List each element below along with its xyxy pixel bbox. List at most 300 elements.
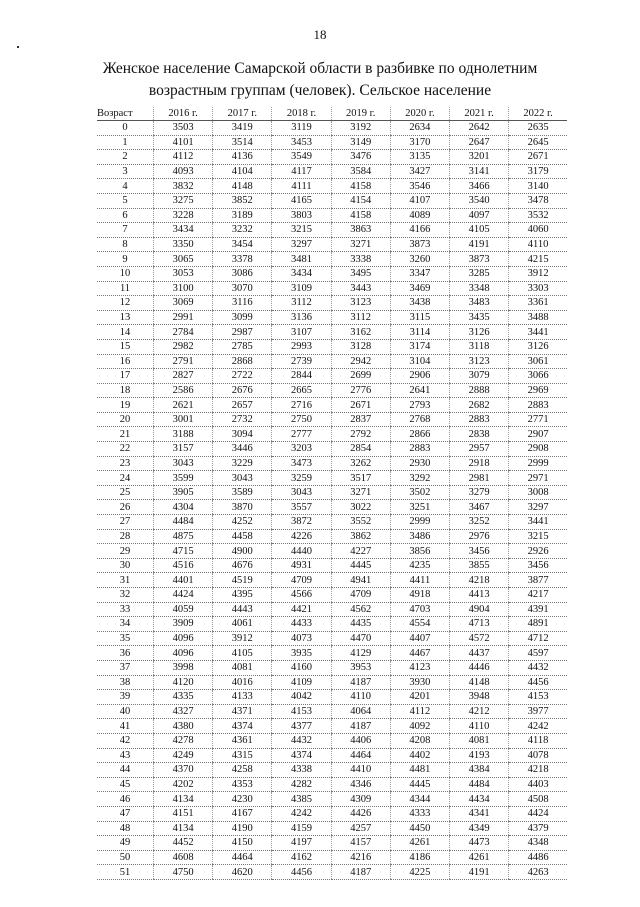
value-cell: 4941 — [331, 573, 390, 588]
value-cell: 2732 — [213, 412, 272, 427]
value-cell: 2981 — [450, 471, 509, 486]
value-cell: 2739 — [272, 354, 331, 369]
value-cell: 4187 — [331, 865, 390, 880]
value-cell: 3061 — [509, 354, 567, 369]
value-cell: 4218 — [509, 763, 567, 778]
column-header: 2018 г. — [272, 107, 331, 121]
value-cell: 3174 — [390, 339, 449, 354]
value-cell: 4092 — [390, 719, 449, 734]
value-cell: 3546 — [390, 179, 449, 194]
value-cell: 4712 — [509, 631, 567, 646]
value-cell: 4190 — [213, 821, 272, 836]
value-cell: 4572 — [450, 631, 509, 646]
page-number: 18 — [313, 27, 327, 42]
age-cell: 5 — [97, 193, 154, 208]
value-cell: 4435 — [331, 617, 390, 632]
column-header: 2022 г. — [509, 107, 567, 121]
value-cell: 4918 — [390, 588, 449, 603]
age-cell: 43 — [97, 748, 154, 763]
value-cell: 4105 — [213, 646, 272, 661]
value-cell: 3456 — [450, 544, 509, 559]
value-cell: 3557 — [272, 500, 331, 515]
value-cell: 3361 — [509, 296, 567, 311]
value-cell: 2777 — [272, 427, 331, 442]
value-cell: 4097 — [450, 208, 509, 223]
value-cell: 3852 — [213, 193, 272, 208]
value-cell: 2768 — [390, 412, 449, 427]
value-cell: 4212 — [450, 704, 509, 719]
value-cell: 4370 — [154, 763, 213, 778]
value-cell: 3112 — [272, 296, 331, 311]
table-row — [97, 529, 567, 544]
value-cell: 3094 — [213, 427, 272, 442]
value-cell: 4433 — [272, 617, 331, 632]
value-cell: 4440 — [272, 544, 331, 559]
age-cell: 34 — [97, 617, 154, 632]
value-cell: 4105 — [450, 223, 509, 238]
value-cell: 4456 — [272, 865, 331, 880]
value-cell: 3114 — [390, 325, 449, 340]
table-row — [97, 266, 567, 281]
value-cell: 4153 — [509, 690, 567, 705]
value-cell: 4597 — [509, 646, 567, 661]
value-cell: 3118 — [450, 339, 509, 354]
value-cell: 4349 — [450, 821, 509, 836]
value-cell: 3517 — [331, 471, 390, 486]
value-cell: 3503 — [154, 121, 213, 136]
value-cell: 4407 — [390, 631, 449, 646]
age-cell: 26 — [97, 500, 154, 515]
value-cell: 3912 — [213, 631, 272, 646]
value-cell: 4900 — [213, 544, 272, 559]
value-cell: 3473 — [272, 456, 331, 471]
table-row — [97, 719, 567, 734]
age-cell: 25 — [97, 485, 154, 500]
value-cell: 2987 — [213, 325, 272, 340]
table-row — [97, 485, 567, 500]
value-cell: 2957 — [450, 442, 509, 457]
table-row — [97, 792, 567, 807]
table-body — [97, 121, 567, 880]
age-cell: 14 — [97, 325, 154, 340]
table-row — [97, 179, 567, 194]
value-cell: 4158 — [331, 208, 390, 223]
table-row — [97, 237, 567, 252]
value-cell: 4153 — [272, 704, 331, 719]
table-row — [97, 660, 567, 675]
age-cell: 27 — [97, 515, 154, 530]
value-cell: 2793 — [390, 398, 449, 413]
value-cell: 4193 — [450, 748, 509, 763]
value-cell: 4160 — [272, 660, 331, 675]
value-cell: 3453 — [272, 135, 331, 150]
age-cell: 16 — [97, 354, 154, 369]
value-cell: 4201 — [390, 690, 449, 705]
value-cell: 4371 — [213, 704, 272, 719]
value-cell: 2699 — [331, 369, 390, 384]
age-cell: 42 — [97, 733, 154, 748]
value-cell: 3126 — [509, 339, 567, 354]
age-cell: 9 — [97, 252, 154, 267]
value-cell: 3599 — [154, 471, 213, 486]
value-cell: 4421 — [272, 602, 331, 617]
value-cell: 4464 — [331, 748, 390, 763]
value-cell: 4078 — [509, 748, 567, 763]
value-cell: 4060 — [509, 223, 567, 238]
value-cell: 4226 — [272, 529, 331, 544]
value-cell: 4406 — [331, 733, 390, 748]
value-cell: 4411 — [390, 573, 449, 588]
value-cell: 3251 — [390, 500, 449, 515]
value-cell: 4348 — [509, 836, 567, 851]
value-cell: 3066 — [509, 369, 567, 384]
value-cell: 2993 — [272, 339, 331, 354]
value-cell: 2785 — [213, 339, 272, 354]
table-row — [97, 865, 567, 880]
value-cell: 3502 — [390, 485, 449, 500]
value-cell: 2784 — [154, 325, 213, 340]
value-cell: 3456 — [509, 558, 567, 573]
value-cell: 3252 — [450, 515, 509, 530]
value-cell: 4338 — [272, 763, 331, 778]
value-cell: 2671 — [509, 150, 567, 165]
value-cell: 4218 — [450, 573, 509, 588]
table-row — [97, 544, 567, 559]
value-cell: 3119 — [272, 121, 331, 136]
value-cell: 4304 — [154, 500, 213, 515]
value-cell: 3441 — [509, 515, 567, 530]
value-cell: 4110 — [509, 237, 567, 252]
table-row — [97, 412, 567, 427]
value-cell: 4257 — [331, 821, 390, 836]
value-cell: 3584 — [331, 164, 390, 179]
value-cell: 4403 — [509, 777, 567, 792]
value-cell: 4093 — [154, 164, 213, 179]
value-cell: 4437 — [450, 646, 509, 661]
value-cell: 2827 — [154, 369, 213, 384]
value-cell: 3481 — [272, 252, 331, 267]
value-cell: 4391 — [509, 602, 567, 617]
value-cell: 3228 — [154, 208, 213, 223]
value-cell: 3909 — [154, 617, 213, 632]
table-row — [97, 442, 567, 457]
value-cell: 4473 — [450, 836, 509, 851]
value-cell: 3912 — [509, 266, 567, 281]
value-cell: 4715 — [154, 544, 213, 559]
value-cell: 3116 — [213, 296, 272, 311]
value-cell: 4191 — [450, 237, 509, 252]
table-row — [97, 339, 567, 354]
value-cell: 4118 — [509, 733, 567, 748]
value-cell: 3441 — [509, 325, 567, 340]
value-cell: 4159 — [272, 821, 331, 836]
age-cell: 30 — [97, 558, 154, 573]
value-cell: 4346 — [331, 777, 390, 792]
value-cell: 2750 — [272, 412, 331, 427]
value-cell: 4486 — [509, 850, 567, 865]
table-row — [97, 558, 567, 573]
age-cell: 44 — [97, 763, 154, 778]
value-cell: 3483 — [450, 296, 509, 311]
value-cell: 2647 — [450, 135, 509, 150]
value-cell: 4215 — [509, 252, 567, 267]
value-cell: 2722 — [213, 369, 272, 384]
age-cell: 28 — [97, 529, 154, 544]
value-cell: 4064 — [331, 704, 390, 719]
table-row — [97, 646, 567, 661]
value-cell: 3514 — [213, 135, 272, 150]
value-cell: 3446 — [213, 442, 272, 457]
value-cell: 3285 — [450, 266, 509, 281]
value-cell: 4249 — [154, 748, 213, 763]
value-cell: 3873 — [390, 237, 449, 252]
value-cell: 2634 — [390, 121, 449, 136]
value-cell: 3203 — [272, 442, 331, 457]
value-cell: 3115 — [390, 310, 449, 325]
value-cell: 3170 — [390, 135, 449, 150]
value-cell: 4134 — [154, 821, 213, 836]
value-cell: 2671 — [331, 398, 390, 413]
age-cell: 19 — [97, 398, 154, 413]
value-cell: 4278 — [154, 733, 213, 748]
value-cell: 4158 — [331, 179, 390, 194]
value-cell: 2641 — [390, 383, 449, 398]
age-cell: 41 — [97, 719, 154, 734]
value-cell: 4413 — [450, 588, 509, 603]
table-row — [97, 135, 567, 150]
value-cell: 2854 — [331, 442, 390, 457]
value-cell: 2866 — [390, 427, 449, 442]
value-cell: 4709 — [331, 588, 390, 603]
value-cell: 4377 — [272, 719, 331, 734]
value-cell: 4258 — [213, 763, 272, 778]
age-cell: 38 — [97, 675, 154, 690]
age-cell: 23 — [97, 456, 154, 471]
age-cell: 50 — [97, 850, 154, 865]
value-cell: 4891 — [509, 617, 567, 632]
table-row — [97, 602, 567, 617]
value-cell: 3100 — [154, 281, 213, 296]
value-cell: 4089 — [390, 208, 449, 223]
value-cell: 4374 — [213, 719, 272, 734]
value-cell: 4148 — [450, 675, 509, 690]
value-cell: 4261 — [390, 836, 449, 851]
value-cell: 4402 — [390, 748, 449, 763]
value-cell: 3008 — [509, 485, 567, 500]
value-cell: 3232 — [213, 223, 272, 238]
value-cell: 3443 — [331, 281, 390, 296]
value-cell: 4458 — [213, 529, 272, 544]
value-cell: 4162 — [272, 850, 331, 865]
table-row — [97, 223, 567, 238]
value-cell: 3378 — [213, 252, 272, 267]
value-cell: 4470 — [331, 631, 390, 646]
value-cell: 3905 — [154, 485, 213, 500]
value-cell: 4620 — [213, 865, 272, 880]
value-cell: 2838 — [450, 427, 509, 442]
value-cell: 4208 — [390, 733, 449, 748]
table-row — [97, 763, 567, 778]
value-cell: 2791 — [154, 354, 213, 369]
table-header-row — [97, 107, 567, 121]
value-cell: 2837 — [331, 412, 390, 427]
value-cell: 2883 — [509, 398, 567, 413]
value-cell: 3953 — [331, 660, 390, 675]
age-cell: 35 — [97, 631, 154, 646]
value-cell: 2883 — [390, 442, 449, 457]
value-cell: 3069 — [154, 296, 213, 311]
table-row — [97, 573, 567, 588]
value-cell: 4227 — [331, 544, 390, 559]
value-cell: 3552 — [331, 515, 390, 530]
value-cell: 2908 — [509, 442, 567, 457]
value-cell: 2907 — [509, 427, 567, 442]
value-cell: 3877 — [509, 573, 567, 588]
value-cell: 2635 — [509, 121, 567, 136]
value-cell: 3486 — [390, 529, 449, 544]
age-cell: 36 — [97, 646, 154, 661]
value-cell: 4109 — [272, 675, 331, 690]
age-cell: 15 — [97, 339, 154, 354]
value-cell: 3262 — [331, 456, 390, 471]
value-cell: 3215 — [509, 529, 567, 544]
value-cell: 4445 — [331, 558, 390, 573]
value-cell: 4432 — [272, 733, 331, 748]
age-cell: 37 — [97, 660, 154, 675]
value-cell: 3297 — [272, 237, 331, 252]
age-cell: 20 — [97, 412, 154, 427]
value-cell: 2930 — [390, 456, 449, 471]
column-header: Возраст — [97, 107, 154, 121]
value-cell: 2926 — [509, 544, 567, 559]
value-cell: 3275 — [154, 193, 213, 208]
value-cell: 3001 — [154, 412, 213, 427]
value-cell: 3435 — [450, 310, 509, 325]
table-row — [97, 836, 567, 851]
value-cell: 4104 — [213, 164, 272, 179]
value-cell: 4191 — [450, 865, 509, 880]
value-cell: 2969 — [509, 383, 567, 398]
value-cell: 3126 — [450, 325, 509, 340]
age-cell: 32 — [97, 588, 154, 603]
value-cell: 3179 — [509, 164, 567, 179]
table-row — [97, 150, 567, 165]
value-cell: 4384 — [450, 763, 509, 778]
age-cell: 18 — [97, 383, 154, 398]
value-cell: 4353 — [213, 777, 272, 792]
value-cell: 4101 — [154, 135, 213, 150]
value-cell: 2776 — [331, 383, 390, 398]
value-cell: 3136 — [272, 310, 331, 325]
value-cell: 4167 — [213, 806, 272, 821]
age-cell: 6 — [97, 208, 154, 223]
value-cell: 4225 — [390, 865, 449, 880]
value-cell: 4216 — [331, 850, 390, 865]
value-cell: 4703 — [390, 602, 449, 617]
column-header: 2021 г. — [450, 107, 509, 121]
value-cell: 3347 — [390, 266, 449, 281]
value-cell: 3229 — [213, 456, 272, 471]
value-cell: 3873 — [450, 252, 509, 267]
value-cell: 3862 — [331, 529, 390, 544]
value-cell: 4432 — [509, 660, 567, 675]
value-cell: 3863 — [331, 223, 390, 238]
value-cell: 3070 — [213, 281, 272, 296]
value-cell: 4187 — [331, 719, 390, 734]
table-row — [97, 515, 567, 530]
table-row — [97, 281, 567, 296]
value-cell: 3488 — [509, 310, 567, 325]
value-cell: 3872 — [272, 515, 331, 530]
value-cell: 4333 — [390, 806, 449, 821]
table-row — [97, 690, 567, 705]
age-cell: 17 — [97, 369, 154, 384]
value-cell: 3279 — [450, 485, 509, 500]
value-cell: 3549 — [272, 150, 331, 165]
age-cell: 39 — [97, 690, 154, 705]
value-cell: 2682 — [450, 398, 509, 413]
value-cell: 3338 — [331, 252, 390, 267]
value-cell: 4443 — [213, 602, 272, 617]
age-cell: 12 — [97, 296, 154, 311]
table-row — [97, 369, 567, 384]
value-cell: 4186 — [390, 850, 449, 865]
value-cell: 4344 — [390, 792, 449, 807]
value-cell: 3998 — [154, 660, 213, 675]
value-cell: 4202 — [154, 777, 213, 792]
value-cell: 3855 — [450, 558, 509, 573]
table-row — [97, 121, 567, 136]
value-cell: 4309 — [331, 792, 390, 807]
table-row — [97, 500, 567, 515]
value-cell: 2792 — [331, 427, 390, 442]
age-cell: 40 — [97, 704, 154, 719]
table-row — [97, 821, 567, 836]
value-cell: 3099 — [213, 310, 272, 325]
table-row — [97, 456, 567, 471]
table-row — [97, 733, 567, 748]
value-cell: 3350 — [154, 237, 213, 252]
value-cell: 4110 — [450, 719, 509, 734]
value-cell: 3135 — [390, 150, 449, 165]
value-cell: 4452 — [154, 836, 213, 851]
table-row — [97, 252, 567, 267]
value-cell: 4481 — [390, 763, 449, 778]
value-cell: 4380 — [154, 719, 213, 734]
value-cell: 2676 — [213, 383, 272, 398]
age-cell: 0 — [97, 121, 154, 136]
column-header: 2020 г. — [390, 107, 449, 121]
value-cell: 3162 — [331, 325, 390, 340]
age-cell: 3 — [97, 164, 154, 179]
value-cell: 2999 — [509, 456, 567, 471]
value-cell: 4117 — [272, 164, 331, 179]
value-cell: 3935 — [272, 646, 331, 661]
value-cell: 3140 — [509, 179, 567, 194]
value-cell: 4750 — [154, 865, 213, 880]
value-cell: 4166 — [390, 223, 449, 238]
value-cell: 3109 — [272, 281, 331, 296]
value-cell: 3419 — [213, 121, 272, 136]
value-cell: 4315 — [213, 748, 272, 763]
value-cell: 4676 — [213, 558, 272, 573]
value-cell: 2645 — [509, 135, 567, 150]
value-cell: 3297 — [509, 500, 567, 515]
value-cell: 4395 — [213, 588, 272, 603]
table-row — [97, 193, 567, 208]
value-cell: 3123 — [450, 354, 509, 369]
age-cell: 24 — [97, 471, 154, 486]
